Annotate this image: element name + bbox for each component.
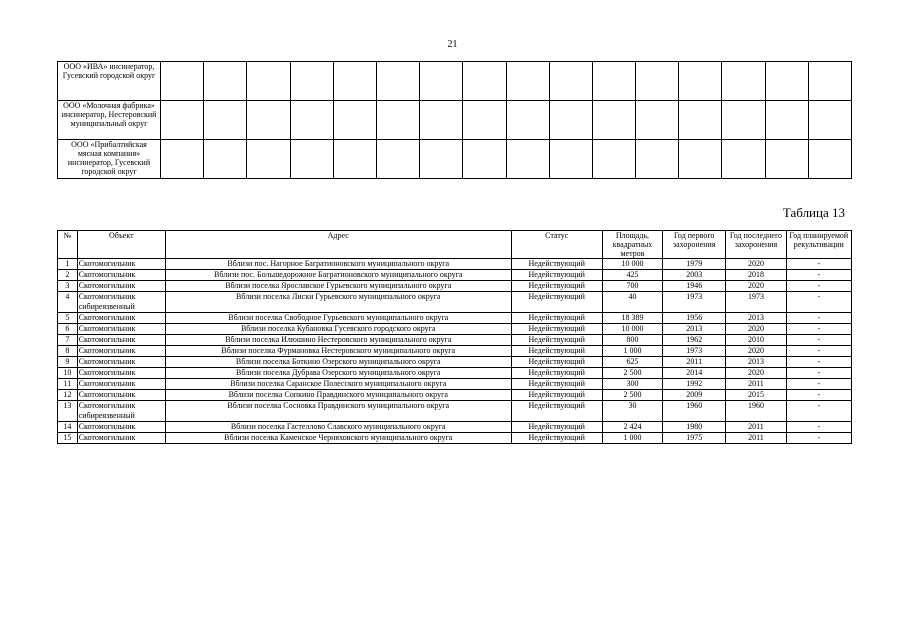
table-row bbox=[58, 379, 852, 390]
row-object: Скотомогильник bbox=[77, 335, 165, 346]
row-status: Недействующий bbox=[511, 335, 602, 346]
row-status: Недействующий bbox=[511, 401, 602, 422]
row-first-burial-year: 2011 bbox=[663, 357, 726, 368]
row-last-burial-year: 2010 bbox=[726, 335, 786, 346]
row-status: Недействующий bbox=[511, 357, 602, 368]
row-number: 11 bbox=[58, 379, 78, 390]
row-recultivation-year: - bbox=[786, 292, 851, 313]
row-last-burial-year: 2013 bbox=[726, 357, 786, 368]
empty-cell bbox=[808, 140, 851, 179]
row-recultivation-year: - bbox=[786, 281, 851, 292]
empty-cell bbox=[204, 101, 247, 140]
empty-cell bbox=[247, 101, 290, 140]
row-object: Скотомогильник bbox=[77, 390, 165, 401]
empty-cell bbox=[376, 62, 419, 101]
row-recultivation-year: - bbox=[786, 346, 851, 357]
row-status: Недействующий bbox=[511, 270, 602, 281]
row-address: Вблизи поселка Дубрава Озерского муниципального округа bbox=[165, 368, 511, 379]
row-status: Недействующий bbox=[511, 259, 602, 270]
row-first-burial-year: 1956 bbox=[663, 313, 726, 324]
header-last-burial-year: Год последнего захоронения bbox=[726, 231, 786, 259]
empty-cell bbox=[549, 62, 592, 101]
row-last-burial-year: 1960 bbox=[726, 401, 786, 422]
empty-cell bbox=[679, 101, 722, 140]
row-object: Скотомогильник bbox=[77, 379, 165, 390]
facility-name-cell: ООО «ИВА» инсинератор, Гусевский городской округ bbox=[58, 62, 161, 101]
row-number: 9 bbox=[58, 357, 78, 368]
row-address: Вблизи пос. Нагорное Багратионовского муниципального округа bbox=[165, 259, 511, 270]
continued-table-row bbox=[58, 140, 852, 179]
row-object: Скотомогильник bbox=[77, 422, 165, 433]
empty-cell bbox=[463, 101, 506, 140]
row-number: 6 bbox=[58, 324, 78, 335]
row-recultivation-year: - bbox=[786, 259, 851, 270]
row-last-burial-year: 2015 bbox=[726, 390, 786, 401]
row-object: Скотомогильник bbox=[77, 357, 165, 368]
row-status: Недействующий bbox=[511, 368, 602, 379]
empty-cell bbox=[420, 101, 463, 140]
row-first-burial-year: 1973 bbox=[663, 346, 726, 357]
row-recultivation-year: - bbox=[786, 401, 851, 422]
table-row bbox=[58, 346, 852, 357]
row-first-burial-year: 1946 bbox=[663, 281, 726, 292]
row-first-burial-year: 1960 bbox=[663, 401, 726, 422]
row-object: Скотомогильник bbox=[77, 368, 165, 379]
row-recultivation-year: - bbox=[786, 433, 851, 444]
empty-cell bbox=[722, 101, 765, 140]
table-row bbox=[58, 281, 852, 292]
row-recultivation-year: - bbox=[786, 368, 851, 379]
row-status: Недействующий bbox=[511, 433, 602, 444]
row-last-burial-year: 1973 bbox=[726, 292, 786, 313]
empty-cell bbox=[592, 140, 635, 179]
table-row bbox=[58, 433, 852, 444]
table-row bbox=[58, 422, 852, 433]
row-address: Вблизи поселка Лиски Гурьевского муниципального округа bbox=[165, 292, 511, 313]
empty-cell bbox=[333, 101, 376, 140]
row-area: 2 424 bbox=[602, 422, 662, 433]
row-status: Недействующий bbox=[511, 281, 602, 292]
header-status: Статус bbox=[511, 231, 602, 259]
empty-cell bbox=[333, 140, 376, 179]
empty-cell bbox=[549, 140, 592, 179]
empty-cell bbox=[506, 62, 549, 101]
empty-cell bbox=[765, 140, 808, 179]
table-header-row bbox=[58, 231, 852, 259]
empty-cell bbox=[636, 101, 679, 140]
empty-cell bbox=[808, 101, 851, 140]
empty-cell bbox=[679, 62, 722, 101]
row-number: 2 bbox=[58, 270, 78, 281]
row-area: 1 000 bbox=[602, 433, 662, 444]
row-address: Вблизи поселка Свободное Гурьевского муниципального округа bbox=[165, 313, 511, 324]
row-address: Вблизи поселка Ярославское Гурьевского муниципального округа bbox=[165, 281, 511, 292]
row-number: 1 bbox=[58, 259, 78, 270]
table-row bbox=[58, 324, 852, 335]
row-object: Скотомогильник сибиреязвенный bbox=[77, 401, 165, 422]
row-object: Скотомогильник bbox=[77, 313, 165, 324]
header-area: Площадь, квадратных метров bbox=[602, 231, 662, 259]
empty-cell bbox=[420, 140, 463, 179]
row-address: Вблизи поселка Каменское Черняховского муниципального округа bbox=[165, 433, 511, 444]
row-address: Вблизи поселка Илюшино Нестеровского муниципального округа bbox=[165, 335, 511, 346]
empty-cell bbox=[333, 62, 376, 101]
row-address: Вблизи поселка Гастеллово Славского муниципального округа bbox=[165, 422, 511, 433]
row-address: Вблизи поселка Сопкино Правдинского муниципального округа bbox=[165, 390, 511, 401]
row-first-burial-year: 2003 bbox=[663, 270, 726, 281]
empty-cell bbox=[161, 140, 204, 179]
row-number: 14 bbox=[58, 422, 78, 433]
page-number: 21 bbox=[447, 39, 458, 50]
row-area: 2 500 bbox=[602, 390, 662, 401]
empty-cell bbox=[247, 140, 290, 179]
empty-cell bbox=[376, 140, 419, 179]
continued-table-row bbox=[58, 101, 852, 140]
empty-cell bbox=[290, 101, 333, 140]
row-recultivation-year: - bbox=[786, 335, 851, 346]
table-row bbox=[58, 368, 852, 379]
row-number: 7 bbox=[58, 335, 78, 346]
row-area: 1 000 bbox=[602, 346, 662, 357]
row-number: 8 bbox=[58, 346, 78, 357]
empty-cell bbox=[636, 140, 679, 179]
row-status: Недействующий bbox=[511, 324, 602, 335]
row-number: 13 bbox=[58, 401, 78, 422]
row-status: Недействующий bbox=[511, 313, 602, 324]
empty-cell bbox=[592, 62, 635, 101]
row-first-burial-year: 1980 bbox=[663, 422, 726, 433]
row-area: 300 bbox=[602, 379, 662, 390]
row-last-burial-year: 2020 bbox=[726, 281, 786, 292]
table-row bbox=[58, 292, 852, 313]
empty-cell bbox=[463, 140, 506, 179]
burial-sites-table bbox=[57, 230, 852, 444]
header-address: Адрес bbox=[165, 231, 511, 259]
header-number: № bbox=[58, 231, 78, 259]
row-last-burial-year: 2011 bbox=[726, 379, 786, 390]
row-area: 2 500 bbox=[602, 368, 662, 379]
row-area: 700 bbox=[602, 281, 662, 292]
row-last-burial-year: 2020 bbox=[726, 368, 786, 379]
table-caption: Таблица 13 bbox=[782, 205, 845, 220]
row-object: Скотомогильник bbox=[77, 433, 165, 444]
empty-cell bbox=[161, 101, 204, 140]
row-status: Недействующий bbox=[511, 292, 602, 313]
empty-cell bbox=[290, 140, 333, 179]
table-row bbox=[58, 270, 852, 281]
row-number: 5 bbox=[58, 313, 78, 324]
row-first-burial-year: 1973 bbox=[663, 292, 726, 313]
row-recultivation-year: - bbox=[786, 379, 851, 390]
empty-cell bbox=[376, 101, 419, 140]
empty-cell bbox=[765, 62, 808, 101]
empty-cell bbox=[722, 140, 765, 179]
row-status: Недействующий bbox=[511, 346, 602, 357]
header-object: Объект bbox=[77, 231, 165, 259]
row-recultivation-year: - bbox=[786, 313, 851, 324]
row-last-burial-year: 2020 bbox=[726, 346, 786, 357]
empty-cell bbox=[636, 62, 679, 101]
row-recultivation-year: - bbox=[786, 422, 851, 433]
empty-cell bbox=[506, 140, 549, 179]
row-status: Недействующий bbox=[511, 379, 602, 390]
row-last-burial-year: 2011 bbox=[726, 422, 786, 433]
row-address: Вблизи поселка Саранское Полесского муниципального округа bbox=[165, 379, 511, 390]
empty-cell bbox=[161, 62, 204, 101]
row-object: Скотомогильник bbox=[77, 281, 165, 292]
facility-name-cell: ООО «Молочная фабрика» инсинератор, Нестеровский муниципальный округ bbox=[58, 101, 161, 140]
row-last-burial-year: 2018 bbox=[726, 270, 786, 281]
header-first-burial-year: Год первого захоронения bbox=[663, 231, 726, 259]
row-number: 3 bbox=[58, 281, 78, 292]
row-address: Вблизи поселка Фурмановка Нестеровского муниципального округа bbox=[165, 346, 511, 357]
row-recultivation-year: - bbox=[786, 270, 851, 281]
row-last-burial-year: 2020 bbox=[726, 259, 786, 270]
empty-cell bbox=[722, 62, 765, 101]
row-first-burial-year: 1962 bbox=[663, 335, 726, 346]
row-status: Недействующий bbox=[511, 390, 602, 401]
row-address: Вблизи пос. Большедорожное Багратионовского муниципального округа bbox=[165, 270, 511, 281]
table-row bbox=[58, 313, 852, 324]
row-area: 425 bbox=[602, 270, 662, 281]
empty-cell bbox=[463, 62, 506, 101]
row-area: 10 000 bbox=[602, 324, 662, 335]
table-row bbox=[58, 357, 852, 368]
continued-table bbox=[57, 61, 852, 179]
empty-cell bbox=[592, 101, 635, 140]
facility-name-cell: ООО «Прибалтийская мясная компания» инсинератор, Гусевский городской округ bbox=[58, 140, 161, 179]
empty-cell bbox=[506, 101, 549, 140]
empty-cell bbox=[204, 62, 247, 101]
header-recultivation-year: Год планируемой рекультивации bbox=[786, 231, 851, 259]
row-object: Скотомогильник bbox=[77, 270, 165, 281]
row-object: Скотомогильник сибиреязвенный bbox=[77, 292, 165, 313]
row-first-burial-year: 2013 bbox=[663, 324, 726, 335]
row-first-burial-year: 1975 bbox=[663, 433, 726, 444]
empty-cell bbox=[765, 101, 808, 140]
row-area: 30 bbox=[602, 401, 662, 422]
row-address: Вблизи поселка Боткино Озерского муниципального округа bbox=[165, 357, 511, 368]
empty-cell bbox=[808, 62, 851, 101]
row-recultivation-year: - bbox=[786, 324, 851, 335]
empty-cell bbox=[549, 101, 592, 140]
row-first-burial-year: 1992 bbox=[663, 379, 726, 390]
row-number: 12 bbox=[58, 390, 78, 401]
row-last-burial-year: 2013 bbox=[726, 313, 786, 324]
row-last-burial-year: 2011 bbox=[726, 433, 786, 444]
row-first-burial-year: 2009 bbox=[663, 390, 726, 401]
row-address: Вблизи поселка Кубановка Гусевского городского округа bbox=[165, 324, 511, 335]
row-area: 625 bbox=[602, 357, 662, 368]
row-recultivation-year: - bbox=[786, 390, 851, 401]
row-area: 10 000 bbox=[602, 259, 662, 270]
row-address: Вблизи поселка Сосновка Правдинского муниципального округа bbox=[165, 401, 511, 422]
row-recultivation-year: - bbox=[786, 357, 851, 368]
table-row bbox=[58, 335, 852, 346]
row-number: 10 bbox=[58, 368, 78, 379]
row-object: Скотомогильник bbox=[77, 346, 165, 357]
row-object: Скотомогильник bbox=[77, 324, 165, 335]
row-number: 4 bbox=[58, 292, 78, 313]
empty-cell bbox=[247, 62, 290, 101]
row-last-burial-year: 2020 bbox=[726, 324, 786, 335]
empty-cell bbox=[679, 140, 722, 179]
row-status: Недействующий bbox=[511, 422, 602, 433]
row-area: 800 bbox=[602, 335, 662, 346]
row-area: 18 389 bbox=[602, 313, 662, 324]
continued-table-row bbox=[58, 62, 852, 101]
row-object: Скотомогильник bbox=[77, 259, 165, 270]
empty-cell bbox=[290, 62, 333, 101]
row-number: 15 bbox=[58, 433, 78, 444]
row-first-burial-year: 1979 bbox=[663, 259, 726, 270]
table-row bbox=[58, 259, 852, 270]
table-row bbox=[58, 401, 852, 422]
empty-cell bbox=[420, 62, 463, 101]
row-area: 40 bbox=[602, 292, 662, 313]
table-row bbox=[58, 390, 852, 401]
row-first-burial-year: 2014 bbox=[663, 368, 726, 379]
empty-cell bbox=[204, 140, 247, 179]
